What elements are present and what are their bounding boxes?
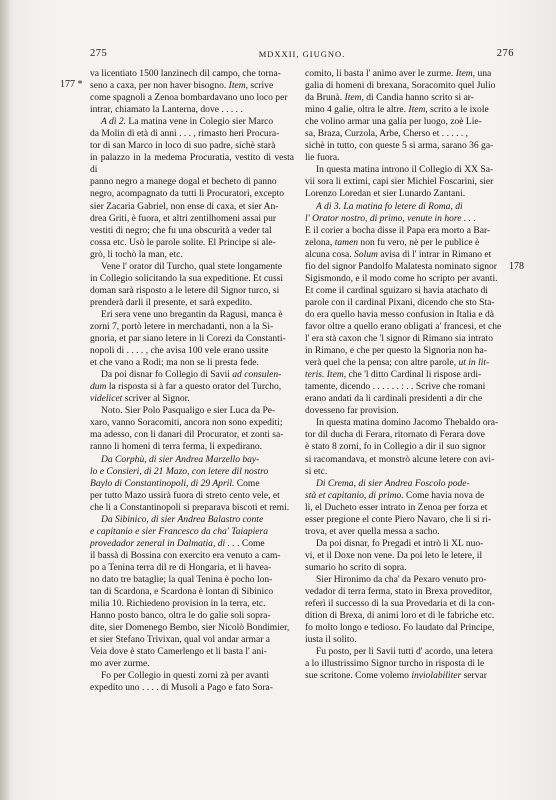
paragraph: In questa matina introno il Collegio di XX Sa- vii sora li extimi, capi sier Michiel Foscarini, sier Lorenzo Loredan et sier Lunardo Zantani. xyxy=(305,164,494,200)
paragraph: Fo per Collegio in questi zorni zà per avanti expedito uno . . . . di Musoli a Pago e fato Sora- xyxy=(90,670,273,694)
paragraph: Da Corphù, di sier Andrea Marzello bay- lo e Consieri, di 21 Mazo, con letere dil nostro Baylo di Constantinopoli, di 29 April. Come per tutto Mazo ussirà fuora di streto cento vele, et che li a Constantinopoli si preparava biscoti et remi. xyxy=(90,453,290,513)
paragraph: Noto. Sier Polo Pasqualigo e sier Luca da Pe- xaro, vanno Soracomiti, ancora non sono expediti; ma adesso, con li danari dil Procurator, et zonti sa- ranno li homeni di terra ferma, li expedirano. xyxy=(90,405,284,453)
paragraph: A dì 2. La matina vene in Colegio sier Marco da Molin di età di anni . . . , rimasto heri Procura- tor di san Marco in loco di suo padre, sichè starà in palazzo in la medema Procuratia, vestito di vesta di panno negro a manege dogal et becheto di panno negro, acompagnato da tutti li Procuratori, excepto sier Zacaria Gabriel, non ense di caxa, et sier An- drea Griti, è fuora, et altri zentilhomeni assai pur vestiti di negro; che fu una obscurità a veder tal cossa etc. Usò le parole solite. El Principe si ale- grò, li tochò la man, etc. xyxy=(90,116,294,260)
paragraph: comito, li basta l' animo aver le zurme. Item, una galia di homeni di brexana, Soracomito quel Julio da Brunà. Item, di Candia hanno scrito si ar- mino 4 galie, oltra le altre. Item, scrito a le ixole che volino armar una galia per luogo, zoè Lie- sa, Braza, Curzola, Arbe, Cherso et . . . . . , sichè in tutto, con queste 5 si arma, sarano 36 ga- lie fuora. xyxy=(305,68,496,164)
paragraph: Eri sera vene uno bregantin da Ragusi, manca è zorni 7, portò letere in merchadanti, non a la Si- gnoria, et par siano letere in li Corezi da Constanti- nopoli di . . . . , che avisa 100 vele erano ussite et che vano a Rodi; ma non se li presta fede. xyxy=(90,308,286,369)
paragraph: Vene l' orator dil Turcho, qual stete longamente in Collegio solicitando la sua expeditione. Et cussì doman sarà risposto a le letere dil Signor turco, si prenderà darli il presente, et sarà expedito. xyxy=(90,260,284,308)
paragraph: Da poi disnar, fo Pregadi et intrò li XL nuo- vi, et il Doxe non vene. Da poi leto le letere, il sumario ho scrito di sopra. xyxy=(305,537,484,573)
paragraph: va licentiato 1500 lanzinech dil campo, che torna- seno a caxa, per non haver bisogno. Item, scrive come spagnoli a Zenoa bombardavano uno loco per intrar, chiamato la Lanterna, dove . . . . . xyxy=(90,68,288,116)
paragraph: Di Crema, di sier Andrea Foscolo pode- stà et capitanio, di primo. Come havia nova de lì, el Ducheto esser intrato in Zenoa per forza et esser pregione el conte Piero Navaro, che li si ri- trova, et aver quella messa a sacho. xyxy=(305,477,492,537)
page-number-right: 276 xyxy=(496,48,514,59)
paragraph: In questa matina domino Jacomo Thebaldo ora- tor dil ducha di Ferara, ritornato di Ferara dove è stato 8 zorni, fo in Collegio a dir il suo signor si racomandava, et monstrò alcune letere con avi- si etc. xyxy=(305,417,499,477)
paragraph: A dì 3. La matina fo letere di Roma, di l' Orator nostro, di primo, venute in hore . . . E il corier a bocha disse il Papa era morto a Bar- zelona, tamen non fu vero, nè per le publice è alcuna cosa. Solum avisa di l' intrar in Rimano et fio del signor Pandolfo Malatesta nominato signor Sigismondo, e il modo come ho scripto per avanti. Et come il cardinal sguizaro si havia atachato di parole con il cardinal Pixani, dicendo che sto Sta- do era quello havia messo confusion in Italia e dà favor oltre a quello erano obligati a' francesi, et che l' era stà caxon che 'l signor di Rimano sia intrato in Rimano, e che per questo la Signoria non ha- verà quel che la pensa; con altre parole, ut in lit- teris. Item, che 'l ditto Cardinal li rispose ardi- tamente, dicendo . . . . . . : . . Scrive che romani erano andati da li cardinali presidenti a dir che dovesseno far provision. xyxy=(305,200,502,417)
paragraph: Sier Hironimo da cha' da Pexaro venuto pro- vedador di terra ferma, stato in Brexa proveditor, referì il successo di la sua Provedaria et di la con- dition di Brexa, di animi loro et di le fabriche etc. fo molto longo e tedioso. Fo laudato dal Principe, iusta il solito. xyxy=(305,573,495,646)
binding-shadow xyxy=(0,0,10,800)
paragraph: Fu posto, per li Savii tutti d' acordo, una letera a lo illustrissimo Signor turcho in risposta di le sue scritone. Come volemo inviolabiliter servar xyxy=(305,646,493,682)
right-text-column xyxy=(305,68,502,682)
paragraph: Da poi disnar fo Collegio di Savii ad consulen- dum la risposta si à far a questo orator del Turcho, videlicet scriver al Signor. xyxy=(90,369,282,405)
paragraph: Da Sibinico, di sier Andrea Balastro conte e capitanio e sier Francesco da cha' Taiapiera provedador zeneral in Dalmatia, di . . . Come il bassà di Bossina con exercito era venuto a cam- po a Tenina terra dil re di Hongaria, et li haveа- no dato tre bataglie; la qual Tenina è pocho lon- tan di Scardona, e Scardona è lontan di Sibinico milia 10. Richiedeno provision in la terra, etc. Hanno posto banco, oltra le do galie soli sopra- dite, sier Domenego Bembo, sier Nicolò Bondimier, et sier Stefano Trivixan, qual vol andar armar a Veia dove è stato Camerlengo et li basta l' ani- mo aver zurme. xyxy=(90,513,290,670)
page-header xyxy=(90,48,514,62)
running-title: MDXXII, GIUGNO. xyxy=(258,49,346,59)
margin-number-right: 178 xyxy=(509,261,524,272)
left-text-column xyxy=(90,68,294,694)
page-number-left: 275 xyxy=(90,48,108,59)
margin-number-left: 177 * xyxy=(60,79,83,90)
